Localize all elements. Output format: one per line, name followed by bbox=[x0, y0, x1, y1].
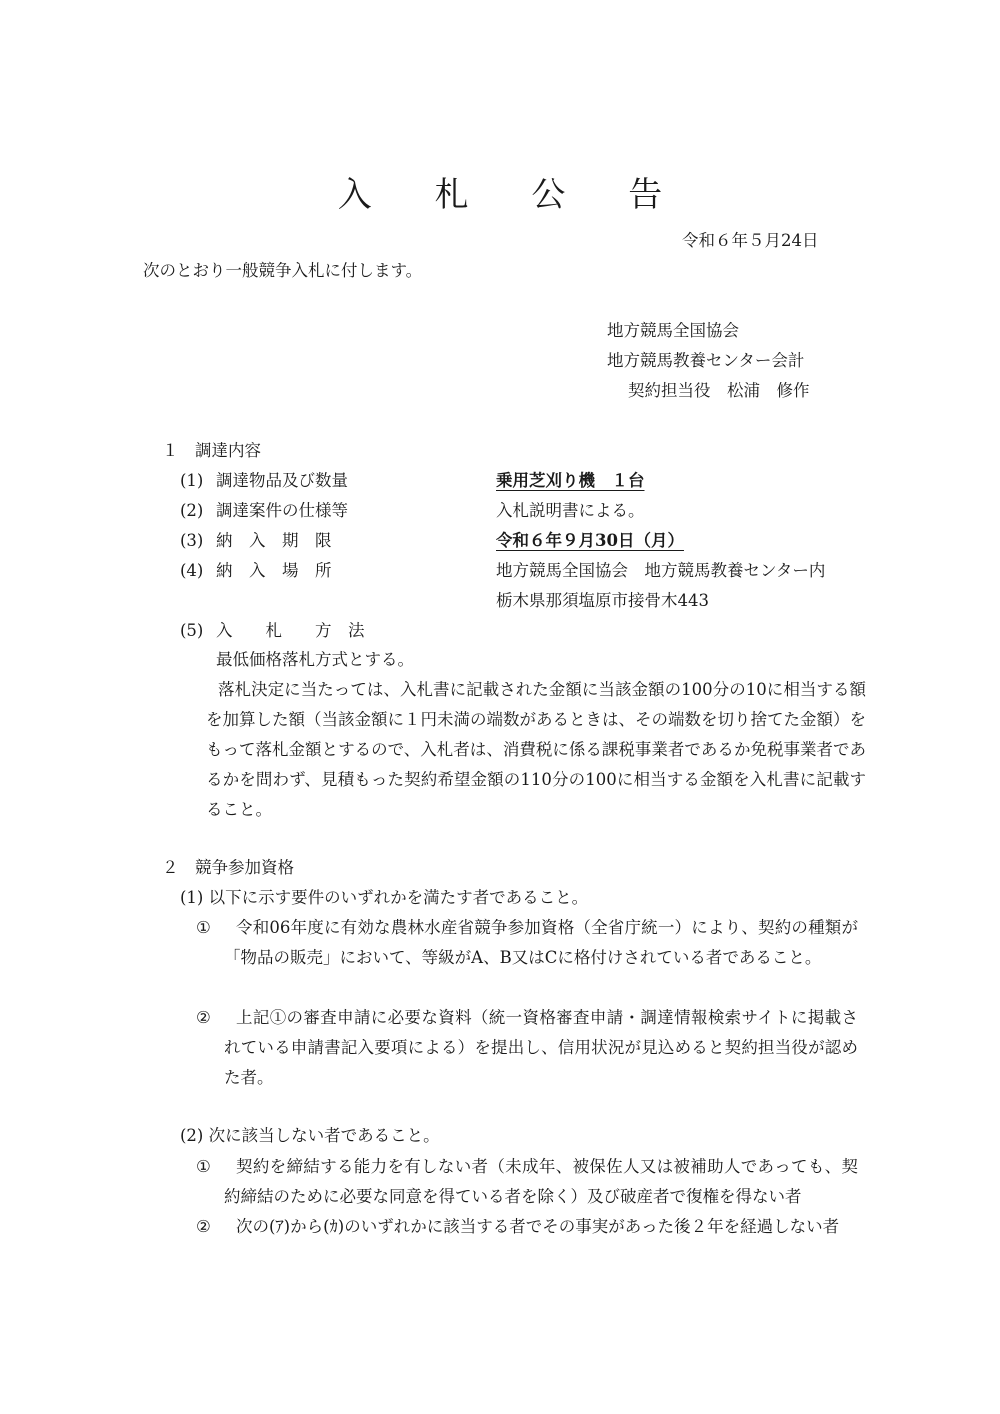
item1-label: 調達物品及び数量 bbox=[216, 471, 348, 490]
sub1-item1-text: 令和06年度に有効な農林水産省競争参加資格（全省庁統一）により、契約の種類が「物品の販売」において、等級がA、B又はCに格付けされている者であること。 bbox=[224, 918, 858, 967]
sub2-item2-text: 次の(ｱ)から(ｶ)のいずれかに該当する者でその事実があった後２年を経過しない者 bbox=[236, 1217, 840, 1236]
sub1-item1-mark: ① bbox=[196, 918, 211, 937]
item4-value-address: 栃木県那須塩原市接骨木443 bbox=[496, 591, 709, 610]
item1-value: 乗用芝刈り機 １台 bbox=[496, 471, 645, 490]
notice-date: 令和６年５月24日 bbox=[682, 231, 819, 250]
item2-label: 調達案件の仕様等 bbox=[216, 501, 348, 520]
item2-num: (2) bbox=[180, 501, 204, 520]
item4-value: 地方競馬全国協会 地方競馬教養センター内 bbox=[496, 561, 826, 580]
item3-value: 令和６年９月30日（月） bbox=[496, 531, 684, 550]
sub2-item1-mark: ① bbox=[196, 1157, 211, 1176]
item5-label: 入 札 方 法 bbox=[216, 621, 365, 640]
sub2-item1-text: 契約を締結する能力を有しない者（未成年、被保佐人又は被補助人であっても、契約締結のために必要な同意を得ている者を除く）及び破産者で復権を得ない者 bbox=[224, 1157, 858, 1206]
sub1-item2-mark: ② bbox=[196, 1008, 211, 1027]
item1-num: (1) bbox=[180, 471, 204, 490]
section2-sub2: (2) 次に該当しない者であること。 bbox=[180, 1126, 440, 1145]
intro-text: 次のとおり一般競争入札に付します。 bbox=[143, 261, 423, 280]
issuer-org: 地方競馬全国協会 bbox=[607, 321, 739, 340]
item3-num: (3) bbox=[180, 531, 204, 550]
item2-value: 入札説明書による。 bbox=[496, 501, 645, 520]
item5-num: (5) bbox=[180, 621, 204, 640]
item4-num: (4) bbox=[180, 561, 204, 580]
notice-title: 入 札 公 告 bbox=[337, 175, 689, 215]
sub1-item2-text: 上記①の審査申請に必要な資料（統一資格審査申請・調達情報検索サイトに掲載されている申請書記入要項による）を提出し、信用状況が見込めると契約担当役が認めた者。 bbox=[224, 1008, 858, 1087]
issuer-dept: 地方競馬教養センター会計 bbox=[607, 351, 805, 370]
method-paragraph: 落札決定に当たっては、入札書に記載された金額に当該金額の100分の10に相当する額を加算した額（当該金額に１円未満の端数があるときは、その端数を切り捨てた金額）をもって落札金額とするので、入札者は、消費税に係る課税事業者であるか免税事業者であるかを問わず、見積もった契約希望金額の110分の100に相当する金額を入札書に記載すること。 bbox=[206, 680, 866, 819]
method-line: 最低価格落札方式とする。 bbox=[216, 650, 414, 669]
section1-heading: １ 調達内容 bbox=[162, 441, 261, 460]
issuer-officer: 契約担当役 松浦 修作 bbox=[628, 381, 810, 400]
section2-sub1: (1) 以下に示す要件のいずれかを満たす者であること。 bbox=[180, 888, 589, 907]
section2-heading: ２ 競争参加資格 bbox=[162, 858, 294, 877]
sub2-item2-mark: ② bbox=[196, 1217, 211, 1236]
item3-label: 納 入 期 限 bbox=[216, 531, 332, 550]
item4-label: 納 入 場 所 bbox=[216, 561, 332, 580]
